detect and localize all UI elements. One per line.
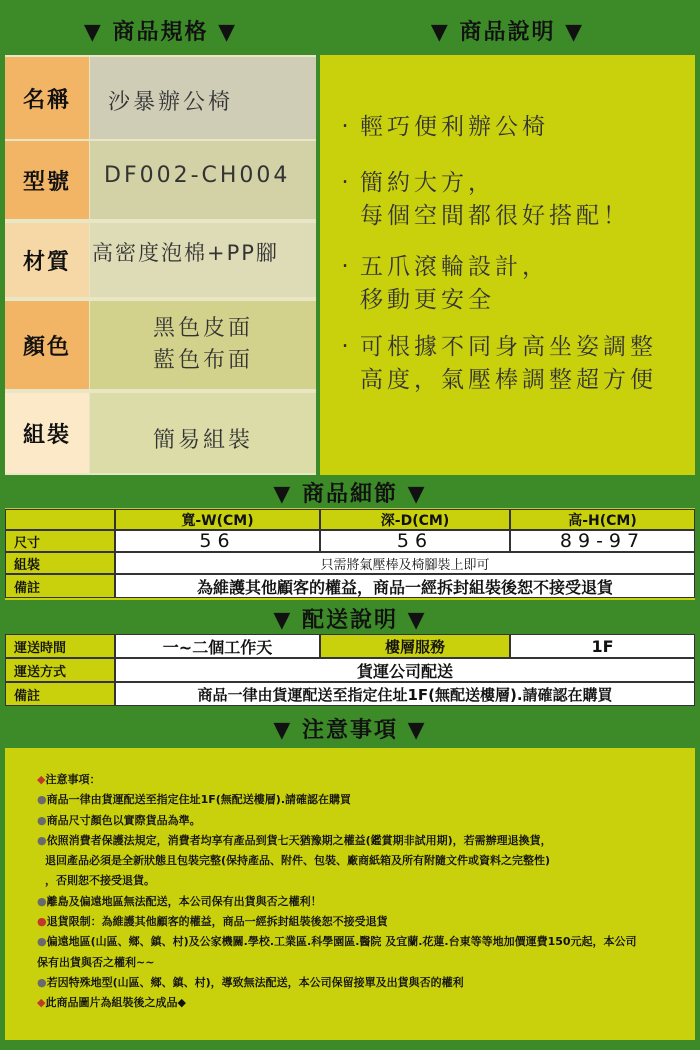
notice-line: ●退貨限制：為維護其他顧客的權益，商品一經拆封組裝後恕不接受退貨 [37, 915, 388, 929]
details-header: ▼ 商品細節 ▼ [5, 476, 695, 508]
desc-panel [320, 55, 695, 475]
delivery-note-value: 商品一律由貨運配送至指定住址1F(無配送樓層).請確認在購買 [115, 682, 695, 706]
details-assembly-label: 組裝 [5, 552, 115, 574]
delivery-method-value: 貨運公司配送 [115, 658, 695, 682]
details-col-width: 寬-W(CM) [115, 509, 320, 530]
desc-bullet-1: ‧ 輕巧便利辦公椅 [341, 114, 549, 140]
spec-label-name: 名稱 [5, 57, 89, 139]
notice-line: ，否則恕不接受退貨。 [45, 874, 155, 888]
notice-line: ●商品一律由貨運配送至指定住址1F(無配送樓層).請確認在購買 [37, 793, 352, 807]
notice-panel [5, 748, 695, 1040]
delivery-table [5, 634, 695, 706]
delivery-header: ▼ 配送說明 ▼ [5, 602, 695, 634]
details-note-label: 備註 [5, 574, 115, 598]
details-table [5, 508, 695, 600]
details-corner [5, 509, 115, 530]
delivery-note-label: 備註 [5, 682, 115, 706]
notice-line: ●商品尺寸顏色以實際貨品為準。 [37, 813, 201, 827]
delivery-floor-label: 樓層服務 [320, 634, 510, 658]
details-note-text: 為維護其他顧客的權益，商品一經拆封組裝後恕不接受退貨 [115, 574, 695, 598]
notice-line: ◆此商品圖片為組裝後之成品◆ [37, 996, 186, 1010]
delivery-time-value: 一~二個工作天 [115, 634, 320, 658]
details-size-depth: 56 [320, 530, 510, 552]
details-assembly-text: 只需將氣壓棒及椅腳裝上即可 [115, 552, 695, 574]
delivery-floor-value: 1F [510, 634, 695, 658]
desc-bullet-4: ‧ 可根據不同身高坐姿調整 高度，氣壓棒調整超方便 [341, 334, 657, 393]
notice-line: ●依照消費者保護法規定，消費者均享有產品到貨七天猶豫期之權益(鑑賞期非試用期)，若需辦理退換貨， [37, 833, 552, 847]
details-col-depth: 深-D(CM) [320, 509, 510, 530]
notice-line: ●離島及偏遠地區無法配送，本公司保有出貨與否之權利！ [37, 894, 322, 908]
spec-value-material: 高密度泡棉+PP腳 [90, 223, 316, 297]
spec-value-assembly: 簡易組裝 [90, 393, 316, 473]
notice-line: ●偏遠地區(山區、鄉、鎮、村)及公家機關.學校.工業區.科學園區.醫院 及宜蘭.花蓮.台東等等地加價運費150元起，本公司 [37, 935, 637, 949]
desc-bullet-2: ‧ 簡約大方， 每個空間都很好搭配！ [341, 170, 630, 229]
delivery-time-label: 運送時間 [5, 634, 115, 658]
notice-line: ●若因特殊地型(山區、鄉、鎮、村)，導致無法配送，本公司保留接單及出貨與否的權利 [37, 975, 464, 989]
spec-value-color [90, 301, 316, 389]
details-col-height: 高-H(CM) [510, 509, 695, 530]
details-size-width: 56 [115, 530, 320, 552]
spec-value-model: DF002-CH004 [90, 141, 316, 219]
details-size-height: 89-97 [510, 530, 695, 552]
delivery-method-label: 運送方式 [5, 658, 115, 682]
desc-header: ▼ 商品說明 ▼ [320, 5, 695, 55]
spec-label-model: 型號 [5, 141, 89, 219]
desc-bullet-3: ‧ 五爪滾輪設計， 移動更安全 [341, 254, 549, 313]
notice-line: 退回產品必須是全新狀態且包裝完整(保持產品、附件、包裝、廠商紙箱及所有附隨文件或資料之完整性) [45, 854, 551, 868]
spec-color-1: 黑色皮面 [152, 316, 253, 341]
spec-value-name: 沙暴辦公椅 [90, 57, 316, 139]
spec-label-assembly: 組裝 [5, 393, 89, 473]
notice-line: ◆注意事項： [37, 773, 101, 786]
spec-color-2: 藍色布面 [152, 348, 253, 373]
spec-table [5, 55, 316, 475]
spec-header: ▼ 商品規格 ▼ [5, 5, 316, 55]
details-size-label: 尺寸 [5, 530, 115, 552]
spec-label-color: 顏色 [5, 301, 89, 389]
notice-header: ▼ 注意事項 ▼ [5, 708, 695, 748]
notice-line: 保有出貨與否之權利~~ [37, 955, 155, 969]
spec-label-material: 材質 [5, 223, 89, 297]
